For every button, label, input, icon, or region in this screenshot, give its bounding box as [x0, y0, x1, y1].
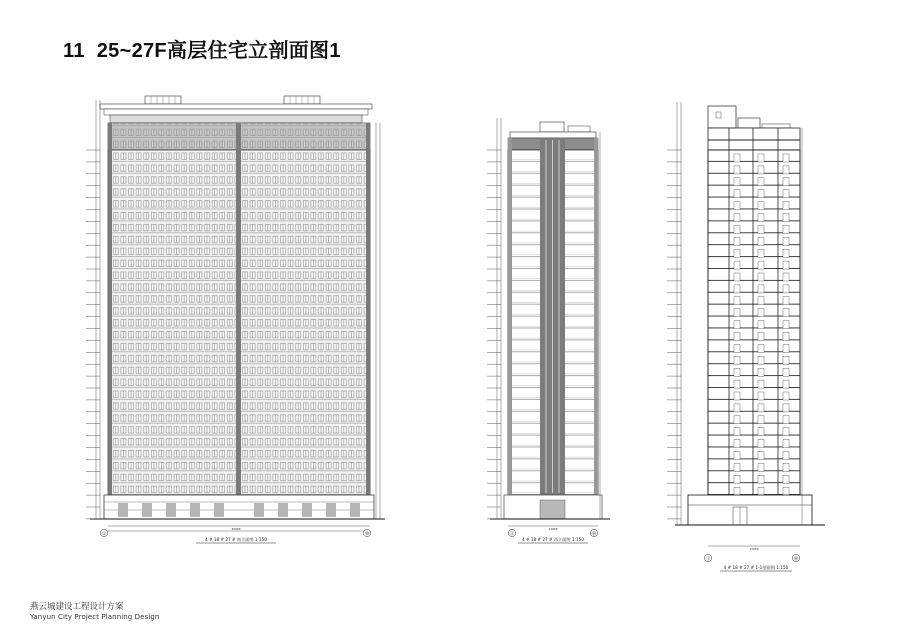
front-axis-right: ⑩: [364, 531, 370, 537]
door-opening: [734, 273, 740, 281]
door-opening: [758, 273, 764, 281]
door-opening: [783, 356, 789, 364]
door-opening: [783, 178, 789, 186]
door-opening: [783, 309, 789, 317]
door-opening: [783, 475, 789, 483]
door-opening: [783, 297, 789, 305]
front-axis-left: ①: [101, 531, 107, 537]
side-elevation: [487, 118, 610, 543]
door-opening: [758, 214, 764, 222]
door-opening: [758, 333, 764, 341]
door-opening: [783, 404, 789, 412]
door-opening: [758, 190, 764, 198]
door-opening: [734, 261, 740, 269]
footer: [30, 602, 159, 622]
door-opening: [734, 404, 740, 412]
door-opening: [734, 416, 740, 424]
door-opening: [734, 178, 740, 186]
section-axis-right: Ⓜ: [793, 556, 799, 562]
door-opening: [758, 475, 764, 483]
door-opening: [758, 392, 764, 400]
door-opening: [783, 368, 789, 376]
door-opening: [758, 380, 764, 388]
door-opening: [758, 297, 764, 305]
page-number: 11: [63, 40, 85, 62]
door-opening: [758, 428, 764, 436]
door-opening: [758, 202, 764, 210]
door-opening: [734, 392, 740, 400]
door-opening: [734, 214, 740, 222]
section-caption: 4 # 18 # 27 # 1-1剖面图 1:150: [723, 565, 789, 570]
door-opening: [734, 463, 740, 471]
door-opening: [758, 154, 764, 162]
svg-text:15000: 15000: [749, 547, 759, 551]
door-opening: [783, 344, 789, 352]
door-opening: [783, 154, 789, 162]
door-opening: [783, 214, 789, 222]
door-opening: [783, 321, 789, 329]
section-drawing: [667, 102, 825, 571]
door-opening: [758, 237, 764, 245]
door-opening: [758, 440, 764, 448]
side-elevation-caption: 4 # 18 # 27 # 西立面图 1:150: [522, 537, 584, 542]
door-opening: [783, 190, 789, 198]
footer-company-en: Yanyun City Project Planning Design: [30, 613, 160, 621]
front-elevation: [86, 96, 385, 543]
door-opening: [783, 273, 789, 281]
door-opening: [734, 249, 740, 257]
door-opening: [758, 285, 764, 293]
door-opening: [783, 237, 789, 245]
door-opening: [758, 178, 764, 186]
door-opening: [783, 463, 789, 471]
door-opening: [783, 261, 789, 269]
door-opening: [758, 249, 764, 257]
door-opening: [783, 225, 789, 233]
door-opening: [734, 166, 740, 174]
door-opening: [734, 368, 740, 376]
door-opening: [734, 380, 740, 388]
page-heading: 25~27F高层住宅立剖面图1: [96, 40, 341, 62]
door-opening: [758, 404, 764, 412]
door-opening: [734, 190, 740, 198]
door-opening: [758, 309, 764, 317]
door-opening: [734, 321, 740, 329]
door-opening: [783, 416, 789, 424]
door-opening: [734, 344, 740, 352]
side-axis-right: Ⓜ: [591, 531, 597, 537]
door-opening: [734, 475, 740, 483]
front-elevation-caption: 4 # 18 # 27 # 南立面图 1:150: [205, 537, 267, 542]
door-opening: [783, 202, 789, 210]
door-opening: [758, 416, 764, 424]
door-opening: [758, 368, 764, 376]
door-opening: [734, 297, 740, 305]
footer-company-cn: 燕云城建设工程设计方案: [30, 602, 124, 612]
door-opening: [758, 225, 764, 233]
door-opening: [734, 428, 740, 436]
door-opening: [734, 202, 740, 210]
door-opening: [758, 463, 764, 471]
door-opening: [734, 333, 740, 341]
door-opening: [783, 428, 789, 436]
door-opening: [783, 452, 789, 460]
door-opening: [734, 452, 740, 460]
door-opening: [734, 154, 740, 162]
door-opening: [758, 321, 764, 329]
door-opening: [783, 440, 789, 448]
door-opening: [734, 487, 740, 495]
door-opening: [758, 356, 764, 364]
door-opening: [734, 285, 740, 293]
door-opening: [783, 285, 789, 293]
side-axis-left: Ⓐ: [509, 531, 515, 537]
door-opening: [758, 344, 764, 352]
door-opening: [783, 380, 789, 388]
door-opening: [734, 237, 740, 245]
door-opening: [734, 309, 740, 317]
door-opening: [758, 166, 764, 174]
door-opening: [783, 392, 789, 400]
door-opening: [734, 356, 740, 364]
door-opening: [734, 225, 740, 233]
section-axis-left: Ⓐ: [705, 556, 711, 562]
door-opening: [758, 261, 764, 269]
door-opening: [783, 166, 789, 174]
door-opening: [783, 333, 789, 341]
door-opening: [734, 440, 740, 448]
door-opening: [783, 487, 789, 495]
door-opening: [783, 249, 789, 257]
door-opening: [758, 487, 764, 495]
svg-text:13000: 13000: [548, 527, 558, 531]
door-opening: [758, 452, 764, 460]
svg-text:29600: 29600: [231, 527, 241, 531]
